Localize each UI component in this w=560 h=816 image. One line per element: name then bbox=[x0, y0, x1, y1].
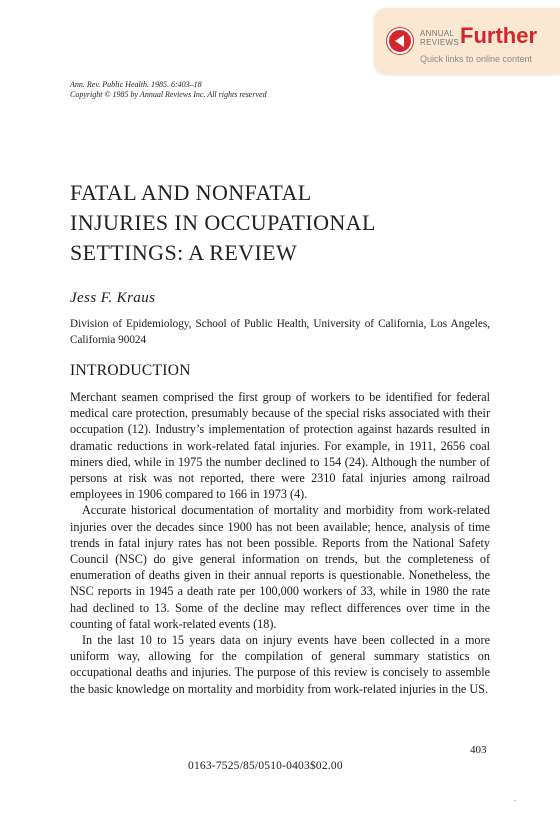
body-paragraph: Accurate historical documentation of mortality and morbidity from work-related injuries over the decades since 1900 has not been available; hence, analysis of time trends in fatal injury rates has not been possible. Reports from the National Safety Council (NSC) do give general information on trends, but the completeness of enumeration of deaths given in their annual reports is questionable. Nonetheless, the NSC reports in 1945 a death rate per 100,000 workers of 33, while in 1980 the rate had declined to 13. Some of the decline may reflect differences over time in the counting of fatal work-related events (18). bbox=[70, 503, 490, 631]
article-body bbox=[70, 389, 490, 697]
author-name: Jess F. Kraus bbox=[70, 290, 156, 306]
body-paragraph: In the last 10 to 15 years data on injury events have been collected in a more uniform way, allowing for the compilation of general summary statistics on occupational deaths and injuries. The purpose of this review is concisely to assemble the basic knowledge on mortality and morbidity from work-related injuries in the US. bbox=[70, 633, 490, 696]
further-badge[interactable] bbox=[374, 8, 560, 74]
badge-further-label: Further bbox=[460, 23, 537, 48]
citation-block bbox=[70, 80, 267, 100]
title-line: SETTINGS: A REVIEW bbox=[70, 240, 298, 265]
badge-reviews-label: REVIEWS bbox=[420, 38, 459, 47]
article-title bbox=[70, 178, 376, 268]
copyright-line: Copyright © 1985 by Annual Reviews Inc. All rights reserved bbox=[70, 90, 267, 99]
badge-annual-label: ANNUAL bbox=[420, 29, 455, 38]
section-heading: INTRODUCTION bbox=[70, 362, 191, 379]
badge-subtitle: Quick links to online content bbox=[420, 54, 533, 64]
back-arrow-icon bbox=[387, 28, 413, 54]
scan-dot: . bbox=[514, 794, 516, 803]
author-affiliation: Division of Epidemiology, School of Public Health, University of California, Los Angeles, California 90024 bbox=[70, 318, 490, 346]
body-paragraph: Merchant seamen comprised the first group of workers to be identified for federal medical care protection, presumably because of the special risks associated with their occupation (12). Industry’s implementation of protection against hazards resulted in dramatic reductions in work-related fatal injuries. For example, in 1911, 2656 coal miners died, while in 1975 the number declined to 154 (24). Although the number of persons at risk was not reported, there were 2310 fatal injuries among railroad employees in 1906 compared to 166 in 1973 (4). bbox=[70, 390, 490, 502]
issn-price-line: 0163-7525/85/0510-0403$02.00 bbox=[188, 760, 343, 772]
page-number: 403 bbox=[470, 744, 487, 756]
title-line: INJURIES IN OCCUPATIONAL bbox=[70, 210, 376, 235]
citation-line: Ann. Rev. Public Health. 1985. 6:403–18 bbox=[70, 80, 202, 89]
title-line: FATAL AND NONFATAL bbox=[70, 180, 312, 205]
